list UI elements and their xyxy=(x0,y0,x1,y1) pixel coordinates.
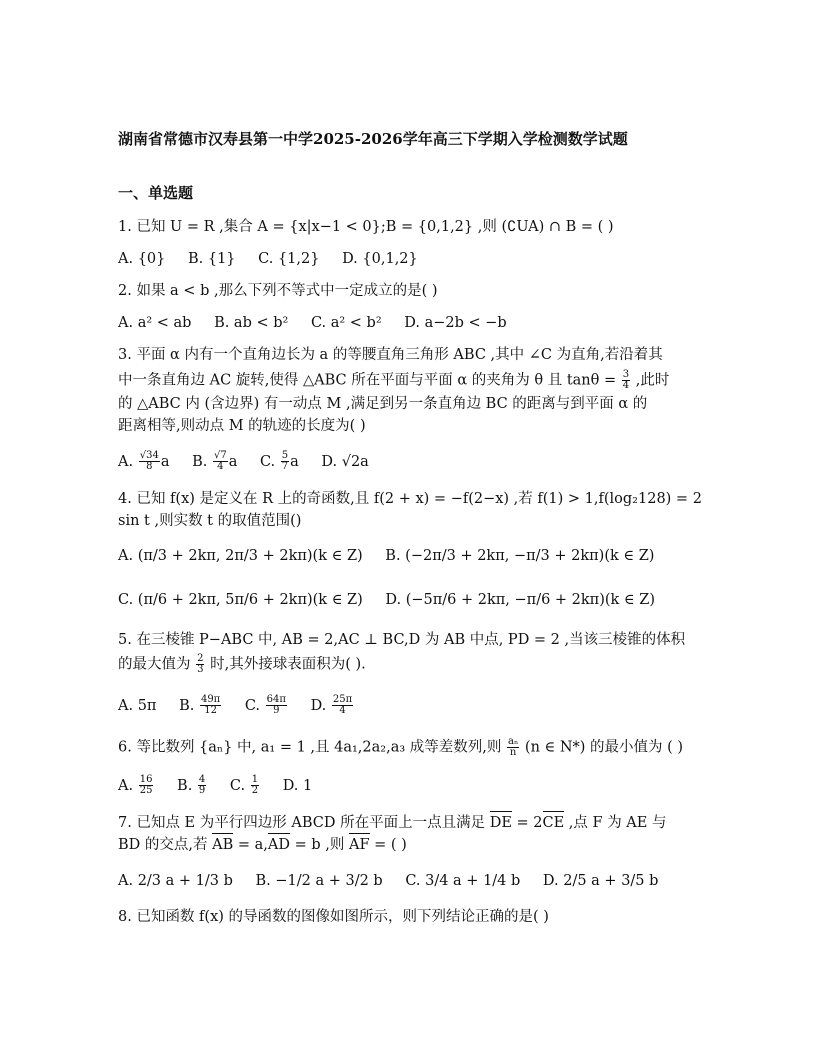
q6-stem-post: (n ∈ N*) 的最小值为 ( ) xyxy=(524,739,684,756)
q3-tan-fraction xyxy=(622,370,630,391)
q3-option-c xyxy=(259,450,303,472)
q1-option-c: C. {1,2} xyxy=(258,251,320,267)
q6-option-b xyxy=(177,774,212,796)
q5-option-b-fraction xyxy=(200,695,221,716)
section-heading: 一、单选题 xyxy=(118,184,194,202)
q4-option-c: C. (π/6 + 2kπ, 5π/6 + 2kπ)(k ∈ Z) xyxy=(118,592,363,608)
q6-option-a-num: 16 xyxy=(139,774,153,785)
q5-option-c xyxy=(244,694,293,716)
question-3-options xyxy=(118,451,387,472)
q3-line-2-text: 中一条直角边 AC 旋转,使得 △ABC 所在平面与平面 α 的夹角为 θ 且 tanθ = xyxy=(118,372,617,389)
q5-option-a-label: A. xyxy=(118,697,134,714)
q6-option-a-fraction xyxy=(139,775,154,796)
q1-option-a: A. {0} xyxy=(118,251,166,267)
q3-option-a-label: A. xyxy=(118,453,134,470)
q5-option-b-label: B. xyxy=(179,697,195,714)
question-4-line-2: sin t ,则实数 t 的取值范围() xyxy=(118,513,302,529)
q6-option-d-text: 1 xyxy=(303,777,313,794)
question-1-options xyxy=(118,250,436,268)
q7-option-a: A. 2/3 a + 1/3 b xyxy=(118,873,233,889)
question-3-line-4: 距离相等,则动点 M 的轨迹的长度为( ) xyxy=(118,418,366,434)
q6-ratio-fraction xyxy=(507,737,519,758)
question-3-line-2 xyxy=(118,370,669,391)
q3-option-d xyxy=(321,454,368,470)
question-2-stem: 2. 如果 a < b ,那么下列不等式中一定成立的是( ) xyxy=(118,283,438,299)
q3-option-c-tail: a xyxy=(290,453,299,470)
q3-option-b-fraction xyxy=(213,451,228,472)
q3-option-b xyxy=(192,450,242,472)
q7-line-2-post: = ( ) xyxy=(369,837,407,853)
q5-option-d-label: D. xyxy=(310,697,327,714)
q5-volume-num: 2 xyxy=(197,653,204,664)
question-5-line-1: 5. 在三棱锥 P−ABC 中, AB = 2,AC ⊥ BC,D 为 AB 中点, PD = 2 ,当该三棱锥的体积 xyxy=(118,632,686,648)
q3-option-d-label: D. xyxy=(321,453,338,470)
question-3-line-3: 的 △ABC 内 (含边界) 有一动点 M ,满足到另一条直角边 BC 的距离与到平面 α 的 xyxy=(118,396,648,412)
q3-tan-denominator: 4 xyxy=(622,380,630,391)
q3-option-a xyxy=(118,450,174,472)
q7-option-b: B. −1/2 a + 3/2 b xyxy=(255,873,383,889)
question-6-options xyxy=(118,775,330,796)
q6-stem-pre: 6. 等比数列 {aₙ} 中, a₁ = 1 ,且 4a₁,2a₂,a₃ 成等差数列,则 xyxy=(118,739,502,756)
q7-vector-ad: AD xyxy=(267,837,290,853)
q3-option-b-tail: a xyxy=(228,453,238,470)
q6-option-c-num: 1 xyxy=(251,774,259,785)
q2-option-c: C. a² < b² xyxy=(310,315,382,331)
q6-option-b-num: 4 xyxy=(198,774,206,785)
q7-line-1-mid: = 2 xyxy=(511,815,543,831)
q7-line-1-pre: 7. 已知点 E 为平行四边形 ABCD 所在平面上一点且满足 xyxy=(118,815,486,831)
q3-option-c-den: 7 xyxy=(281,461,289,472)
q6-option-c-fraction xyxy=(251,775,259,796)
q4-option-d: D. (−5π/6 + 2kπ, −π/6 + 2kπ)(k ∈ Z) xyxy=(385,592,655,608)
q2-option-a: A. a² < ab xyxy=(118,315,192,331)
q1-option-d: D. {0,1,2} xyxy=(342,251,418,267)
q2-option-d: D. a−2b < −b xyxy=(404,315,507,331)
question-7-options xyxy=(118,872,676,890)
q3-tan-numerator: 3 xyxy=(622,369,630,380)
q6-option-b-den: 9 xyxy=(198,785,206,796)
q6-option-a-den: 25 xyxy=(139,785,153,796)
question-7-line-1 xyxy=(118,814,666,832)
q6-option-a xyxy=(118,774,159,796)
q3-option-b-num: √7 xyxy=(213,450,227,461)
q5-option-d-num: 25π xyxy=(332,694,353,705)
q5-option-c-den: 9 xyxy=(273,705,280,716)
q4-option-a: A. (π/3 + 2kπ, 2π/3 + 2kπ)(k ∈ Z) xyxy=(118,548,363,564)
q7-vector-ce: CE xyxy=(542,815,565,831)
question-5-line-2 xyxy=(118,654,366,675)
q7-vector-af: AF xyxy=(348,837,370,853)
q6-ratio-num: aₙ xyxy=(508,736,519,747)
question-4-options-row-1 xyxy=(118,547,672,565)
question-3-line-1: 3. 平面 α 内有一个直角边长为 a 的等腰直角三角形 ABC ,其中 ∠C 为直角,若沿着其 xyxy=(118,347,663,363)
q7-eq-b: = b ,则 xyxy=(289,837,345,853)
q6-option-d xyxy=(283,778,313,794)
q3-option-a-fraction xyxy=(139,451,160,472)
q3-option-a-tail: a xyxy=(160,453,170,470)
q1-option-b: B. {1} xyxy=(187,251,236,267)
q5-option-b-den: 12 xyxy=(204,705,217,716)
question-6-stem xyxy=(118,737,683,758)
question-4-options-row-2 xyxy=(118,591,673,609)
q7-line-2-pre: BD 的交点,若 xyxy=(118,837,208,853)
q4-option-b: B. (−2π/3 + 2kπ, −π/3 + 2kπ)(k ∈ Z) xyxy=(385,548,655,564)
q5-option-c-num: 64π xyxy=(266,694,286,705)
question-5-options xyxy=(118,695,372,716)
q5-option-c-label: C. xyxy=(244,697,261,714)
q6-option-d-label: D. xyxy=(282,777,299,794)
q5-option-c-fraction xyxy=(266,695,287,716)
question-7-line-2 xyxy=(118,836,407,854)
q3-option-b-label: B. xyxy=(192,453,208,470)
q6-option-a-label: A. xyxy=(118,777,134,794)
q5-volume-fraction xyxy=(196,654,204,675)
q5-line-2-pre: 的最大值为 xyxy=(118,656,191,673)
q3-option-a-den: 8 xyxy=(146,461,153,472)
q6-ratio-den: n xyxy=(509,747,517,758)
q5-volume-den: 3 xyxy=(197,664,204,675)
q5-line-2-post: 时,其外接球表面积为( ). xyxy=(210,656,366,673)
q3-line-2-tail: ,此时 xyxy=(635,372,670,389)
q6-option-b-fraction xyxy=(198,775,206,796)
q6-option-c-den: 2 xyxy=(251,785,259,796)
q6-option-c xyxy=(229,774,265,796)
q7-vector-ab: AB xyxy=(212,837,234,853)
q5-option-d-den: 4 xyxy=(339,705,346,716)
question-2-options xyxy=(118,314,525,332)
q3-option-c-num: 5 xyxy=(281,450,289,461)
q5-option-b xyxy=(179,694,227,716)
q3-option-a-num: √34 xyxy=(139,450,159,461)
page-title: 湖南省常德市汉寿县第一中学2025-2026学年高三下学期入学检测数学试题 xyxy=(118,130,628,148)
q3-option-d-text: √2a xyxy=(341,453,369,470)
q7-vector-de: DE xyxy=(489,815,512,831)
q7-option-c: C. 3/4 a + 1/4 b xyxy=(405,873,521,889)
q2-option-b: B. ab < b² xyxy=(214,315,289,331)
q7-line-1-post: ,点 F 为 AE 与 xyxy=(564,815,667,831)
q5-option-a xyxy=(118,698,161,714)
question-1-stem: 1. 已知 U = R ,集合 A = {x|x−1 < 0};B = {0,1,2} ,则 (∁UA) ∩ B = ( ) xyxy=(118,219,614,235)
question-8-stem: 8. 已知函数 f(x) 的导函数的图像如图所示，则下列结论正确的是( ) xyxy=(118,909,549,925)
q6-option-b-label: B. xyxy=(177,777,193,794)
q5-option-a-text: 5π xyxy=(137,697,157,714)
q5-option-d xyxy=(310,694,355,716)
q3-option-c-label: C. xyxy=(259,453,276,470)
q6-option-c-label: C. xyxy=(229,777,246,794)
q5-option-b-num: 49π xyxy=(200,694,221,705)
q7-option-d: D. 2/5 a + 3/5 b xyxy=(542,873,659,889)
q5-option-d-fraction xyxy=(332,695,353,716)
question-4-line-1: 4. 已知 f(x) 是定义在 R 上的奇函数,且 f(2 + x) = −f(2−x) ,若 f(1) > 1,f(log₂128) = 2 xyxy=(118,491,702,507)
q7-eq-a: = a, xyxy=(233,837,268,853)
q3-option-c-fraction xyxy=(281,451,289,472)
q3-option-b-den: 4 xyxy=(217,461,224,472)
